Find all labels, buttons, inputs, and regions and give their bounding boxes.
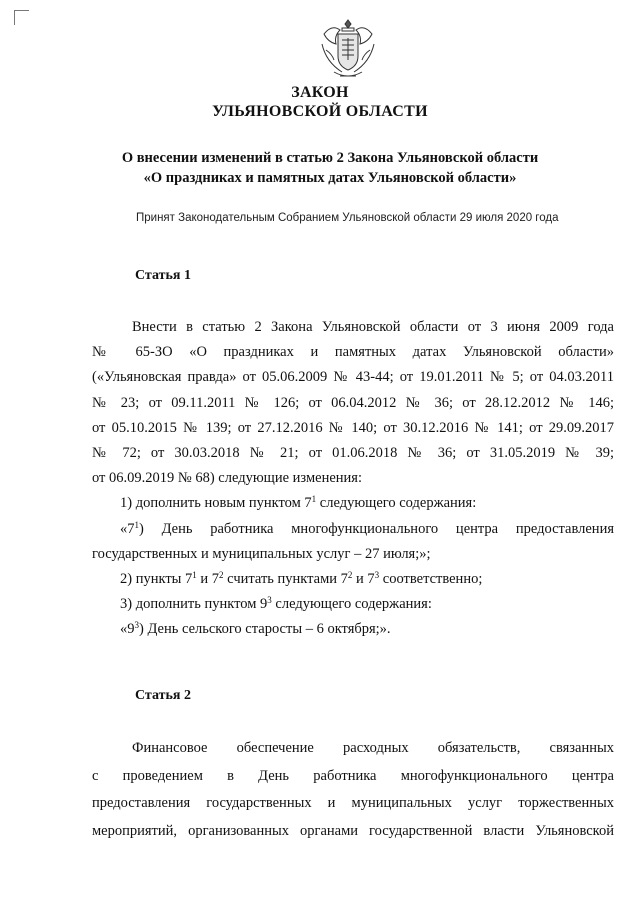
- article-1-body: [92, 315, 614, 642]
- article-2-line: мероприятий, организованных органами государственной власти Ульяновской: [92, 822, 614, 839]
- amendment-item-3: 3) дополнить пунктом $9^3$ следующего содержания:: [120, 595, 432, 613]
- article-1-line: от 05.10.2015 № 139; от 27.12.2016 № 140; от 30.12.2016 № 141; от 29.09.2017: [92, 419, 614, 436]
- scan-corner-mark: [14, 10, 29, 25]
- quote-1-line-2: государственных и муниципальных услуг – 27 июля;»;: [92, 545, 431, 562]
- quote-1-line-1: «$7^1$) День работника многофункционального центра предоставления: [120, 519, 614, 537]
- amendment-item-2: 2) пункты $7^1$ и $7^2$ считать пунктами $7^2$ и $7^3$ соответственно;: [120, 569, 483, 587]
- article-2-line: предоставления государственных и муниципальных услуг торжественных: [92, 795, 614, 812]
- article-1-line: № 65-ЗО «О праздниках и памятных датах Ульяновской области»: [92, 344, 614, 361]
- article-1-line: № 23; от 09.11.2011 № 126; от 06.04.2012 № 36; от 28.12.2012 № 146;: [92, 394, 614, 411]
- article-2-heading: Статья 2: [135, 688, 191, 703]
- adoption-note: Принят Законодательным Собранием Ульяновской области 29 июля 2020 года: [136, 212, 559, 224]
- article-1-heading: Статья 1: [135, 268, 191, 283]
- quote-3: «$9^3$) День сельского старосты – 6 октября;».: [120, 620, 391, 638]
- article-1-line: («Ульяновская правда» от 05.06.2009 № 43-44; от 19.01.2011 № 5; от 04.03.2011: [92, 369, 614, 386]
- article-2-line: с проведением в День работника многофункционального центра: [92, 767, 614, 784]
- article-1-line: Внести в статью 2 Закона Ульяновской области от 3 июня 2009 года: [132, 319, 614, 335]
- coat-of-arms-icon: [312, 14, 384, 84]
- law-subtitle-line-2: «О праздниках и памятных датах Ульяновской области»: [143, 170, 517, 186]
- region-title: УЛЬЯНОВСКОЙ ОБЛАСТИ: [212, 103, 428, 120]
- article-2-body: [92, 736, 614, 846]
- article-2-line: Финансовое обеспечение расходных обязательств, связанных: [132, 740, 614, 756]
- article-1-line: № 72; от 30.03.2018 № 21; от 01.06.2018 № 36; от 31.05.2019 № 39;: [92, 444, 614, 461]
- amendment-item-1: 1) дополнить новым пунктом $7^1$ следующего содержания:: [120, 494, 477, 512]
- article-1-line: от 06.09.2019 № 68) следующие изменения:: [92, 470, 362, 487]
- law-subtitle-line-1: О внесении изменений в статью 2 Закона Ульяновской области: [121, 150, 539, 166]
- law-title: ЗАКОН: [291, 84, 349, 101]
